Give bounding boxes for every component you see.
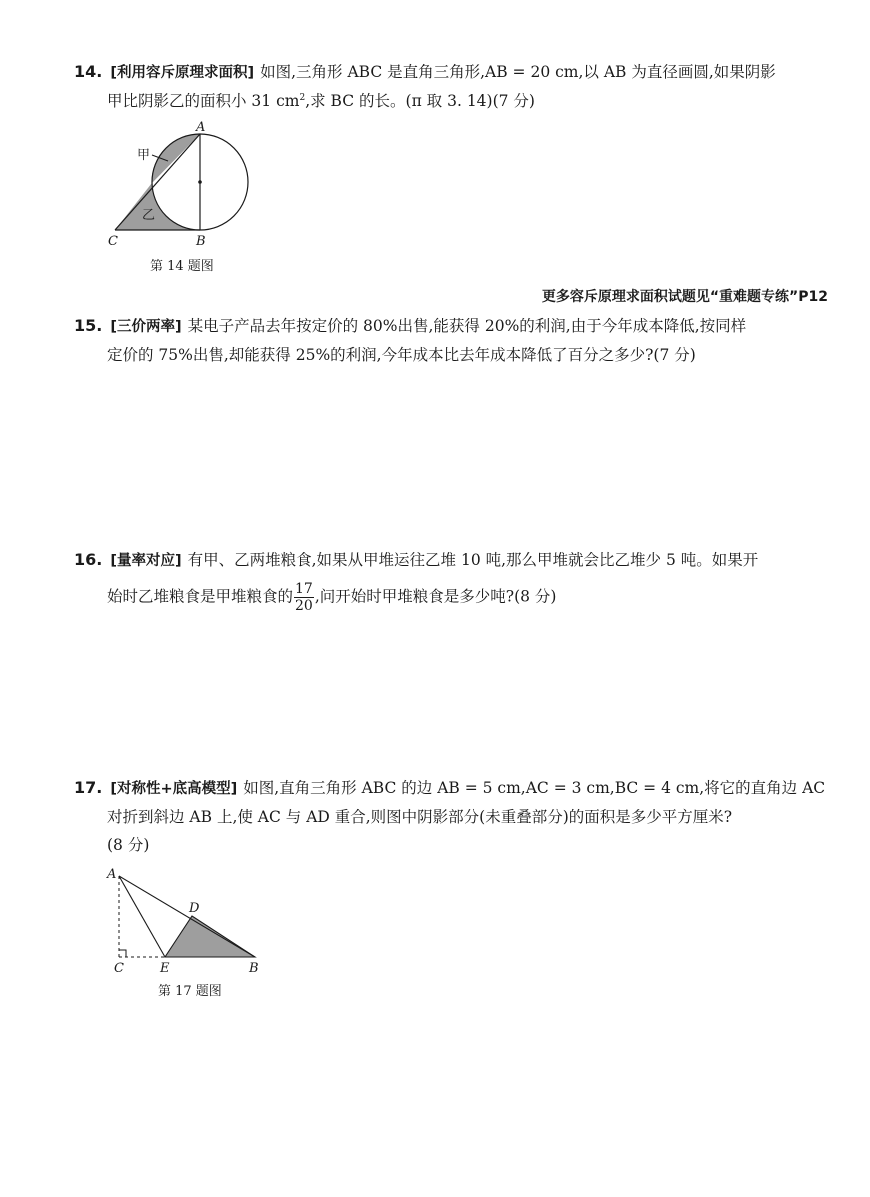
question-text-line2a: 始时乙堆粮食是甲堆粮食的 xyxy=(107,587,294,606)
label-d: D xyxy=(189,901,200,916)
figure-14-diagram xyxy=(100,115,260,255)
question-tag: [量率对应] xyxy=(110,553,182,569)
question-number: 15. xyxy=(74,316,103,335)
question-number: 16. xyxy=(74,550,103,569)
question-14 xyxy=(74,58,834,115)
question-17 xyxy=(74,774,834,859)
shaded-region-yi xyxy=(115,184,200,231)
more-exercises-note: 更多容斥原理求面积试题见“重难题专练”P12 xyxy=(541,289,828,305)
label-jia: 甲 xyxy=(137,148,151,163)
question-text-line2a: 甲比阴影乙的面积小 31 cm xyxy=(107,92,300,110)
question-text-line2: 定价的 75%出售,却能获得 25%的利润,今年成本比去年成本降低了百分之多少?(7 分) xyxy=(107,346,696,364)
label-c: C xyxy=(108,234,118,249)
question-text-line1: 有甲、乙两堆粮食,如果从甲堆运往乙堆 10 吨,那么甲堆就会比乙堆少 5 吨。如果开 xyxy=(187,551,759,569)
label-a: A xyxy=(107,867,117,882)
label-b: B xyxy=(249,961,259,976)
question-tag: [利用容斥原理求面积] xyxy=(110,65,255,81)
center-dot xyxy=(198,180,202,184)
question-text-line2b: ,求 BC 的长。(π 取 3. 14)(7 分) xyxy=(305,92,535,110)
right-angle-mark xyxy=(119,950,126,957)
question-tag: [三价两率] xyxy=(110,319,182,335)
question-tag: [对称性+底高模型] xyxy=(110,781,238,797)
figure-17 xyxy=(100,862,270,980)
figure-14-caption: 第 14 题图 xyxy=(150,259,214,274)
figure-17-caption: 第 17 题图 xyxy=(158,984,222,999)
question-number: 14. xyxy=(74,62,103,81)
question-15 xyxy=(74,312,834,369)
shaded-triangle-deb xyxy=(165,916,255,957)
fraction xyxy=(294,581,314,614)
label-c: C xyxy=(114,961,124,976)
question-text-line2b: ,问开始时甲堆粮食是多少吨?(8 分) xyxy=(314,587,557,606)
fraction-numerator: 17 xyxy=(295,581,313,597)
label-b: B xyxy=(196,234,206,249)
figure-17-diagram xyxy=(100,862,270,980)
fraction-denominator: 20 xyxy=(295,598,313,614)
question-text-line1: 某电子产品去年按定价的 80%出售,能获得 20%的利润,由于今年成本降低,按同样 xyxy=(187,317,747,335)
unit-superscript: 2 xyxy=(299,92,306,103)
label-e: E xyxy=(160,961,170,976)
question-number: 17. xyxy=(74,778,103,797)
question-text-line1: 如图,三角形 ABC 是直角三角形,AB = 20 cm,以 AB 为直径画圆,如果阴影 xyxy=(260,63,776,81)
figure-14 xyxy=(100,115,260,255)
question-text-line1: 如图,直角三角形 ABC 的边 AB = 5 cm,AC = 3 cm,BC = 4 cm,将它的直角边 AC xyxy=(243,779,826,797)
question-16 xyxy=(74,546,834,614)
label-yi: 乙 xyxy=(142,208,156,223)
label-a: A xyxy=(196,120,206,135)
question-text-line3: (8 分) xyxy=(107,836,150,854)
question-text-line2: 对折到斜边 AB 上,使 AC 与 AD 重合,则图中阴影部分(未重叠部分)的面积是多少平方厘米? xyxy=(107,808,733,826)
fold-line-ae xyxy=(119,876,165,957)
